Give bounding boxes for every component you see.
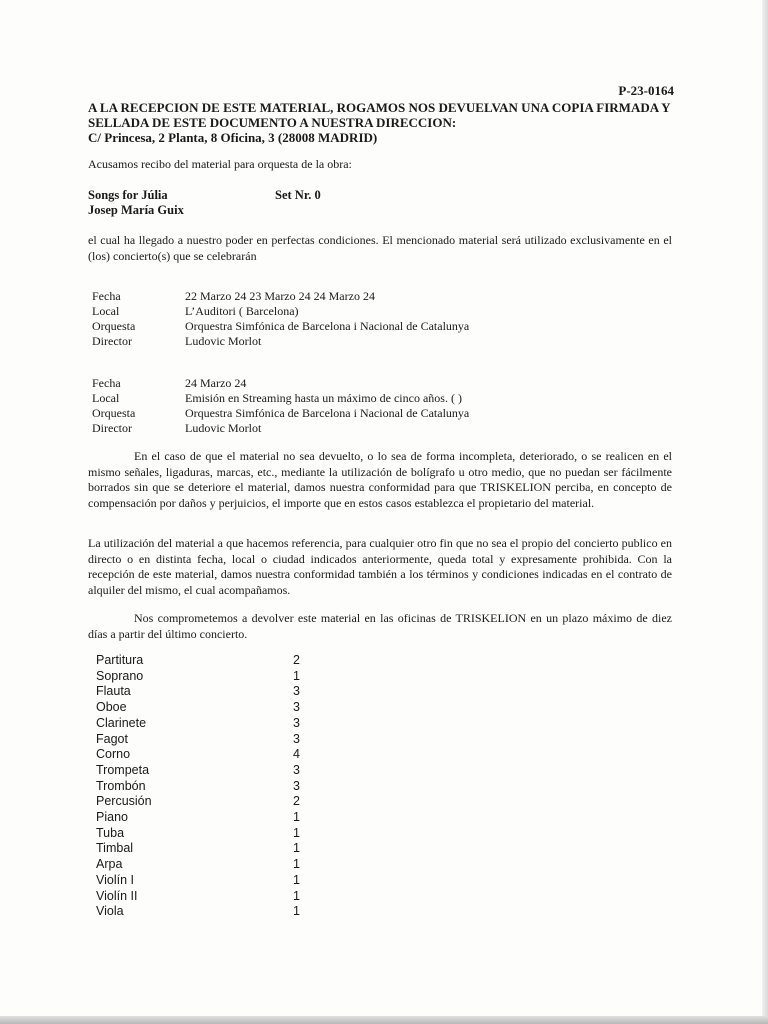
part-quantity: 1 <box>293 668 300 683</box>
concert-label: Director <box>92 334 132 348</box>
part-quantity: 3 <box>293 778 300 793</box>
concert-row-orquesta <box>92 406 469 421</box>
part-quantity: 3 <box>293 731 300 746</box>
instrument-parts-list <box>96 653 306 920</box>
instrument-name: Flauta <box>96 684 131 699</box>
part-quantity: 2 <box>293 653 300 667</box>
concert-label: Orquesta <box>92 406 136 420</box>
composer-name: Josep María Guix <box>88 203 184 217</box>
instrument-name: Partitura <box>96 653 144 667</box>
concert-value: L’Auditori ( Barcelona) <box>185 304 299 318</box>
list-item <box>96 763 306 779</box>
concert-details-2 <box>92 376 469 436</box>
concert-label: Local <box>92 391 120 405</box>
part-quantity: 1 <box>293 872 300 887</box>
instrument-name: Violín I <box>96 872 134 887</box>
part-quantity: 1 <box>293 888 300 903</box>
concert-value: Ludovic Morlot <box>185 421 262 435</box>
concert-row-orquesta <box>92 319 469 334</box>
concert-value: 22 Marzo 24 23 Marzo 24 24 Marzo 24 <box>185 289 375 303</box>
instrument-name: Arpa <box>96 857 123 872</box>
part-quantity: 4 <box>293 747 300 762</box>
instrument-name: Timbal <box>96 841 134 856</box>
concert-label: Fecha <box>92 376 121 390</box>
part-quantity: 3 <box>293 684 300 699</box>
list-item <box>96 700 306 716</box>
instrument-name: Trompeta <box>96 762 150 777</box>
instrument-name: Fagot <box>96 731 128 746</box>
part-quantity: 3 <box>293 715 300 730</box>
part-quantity: 1 <box>293 857 300 872</box>
part-quantity: 2 <box>293 794 300 809</box>
list-item <box>96 779 306 795</box>
instrument-name: Corno <box>96 747 131 762</box>
list-item <box>96 732 306 748</box>
concert-row-local <box>92 304 469 319</box>
list-item <box>96 653 306 669</box>
concert-label: Orquesta <box>92 319 136 333</box>
instrument-name: Clarinete <box>96 715 147 730</box>
return-instructions-heading <box>88 100 674 145</box>
work-title: Songs for Júlia <box>88 188 168 202</box>
usage-clause-paragraph: La utilización del material a que hacemos referencia, para cualquier otro fin que no sea el propio del concierto publico en directo o en distinta fecha, local o ciudad indicados anteriormente, queda total y expresamente prohibida. Con la recepción de este material, damos nuestra conformidad también a los términos y condiciones indicadas en el contrato de alquiler del mismo, el cual acompañamos. <box>88 536 672 597</box>
part-quantity: 1 <box>293 825 300 840</box>
concert-row-fecha <box>92 376 469 391</box>
concert-label: Local <box>92 304 120 318</box>
instrument-name: Viola <box>96 904 124 919</box>
concert-row-local <box>92 391 469 406</box>
list-item <box>96 684 306 700</box>
instrument-name: Trombón <box>96 778 146 793</box>
heading-line-3-address: C/ Princesa, 2 Planta, 8 Oficina, 3 (28008 MADRID) <box>88 130 378 145</box>
instrument-name: Oboe <box>96 700 127 715</box>
list-item <box>96 826 306 842</box>
concert-label: Fecha <box>92 289 121 303</box>
list-item <box>96 794 306 810</box>
concert-value: Orquestra Simfónica de Barcelona i Nacional de Catalunya <box>185 319 470 333</box>
concert-details-1 <box>92 289 469 349</box>
scan-edge-right <box>762 0 768 1024</box>
part-quantity: 1 <box>293 841 300 856</box>
instrument-name: Tuba <box>96 825 125 840</box>
damage-clause-paragraph: En el caso de que el material no sea devuelto, o lo sea de forma incompleta, deteriorado, o se realicen en el mismo señales, ligaduras, marcas, etc., mediante la utilización de bolígrafo u otro medio, que no puedan ser fácilmente borrados sin que se deteriore el material, damos nuestra conformidad para que TRISKELION perciba, en concepto de compensación por daños y perjuicios, el importe que en estos casos establezca el propietario del material. <box>88 449 672 510</box>
list-item <box>96 889 306 905</box>
intro-paragraph: Acusamos recibo del material para orquesta de la obra: <box>88 157 352 171</box>
list-item <box>96 747 306 763</box>
receipt-paragraph: el cual ha llegado a nuestro poder en perfectas condiciones. El mencionado material será utilizado exclusivamente en el (los) concierto(s) que se celebrarán <box>88 233 672 263</box>
instrument-name: Soprano <box>96 668 144 683</box>
concert-row-director <box>92 421 469 436</box>
part-quantity: 3 <box>293 762 300 777</box>
concert-label: Director <box>92 421 132 435</box>
part-quantity: 3 <box>293 700 300 715</box>
concert-value: 24 Marzo 24 <box>185 376 247 390</box>
concert-row-fecha <box>92 289 469 304</box>
concert-value: Emisión en Streaming hasta un máximo de cinco años. ( ) <box>185 391 462 405</box>
scan-edge-bottom <box>0 1016 768 1024</box>
heading-line-1: A LA RECEPCION DE ESTE MATERIAL, ROGAMOS NOS DEVUELVAN UNA COPIA FIRMADA Y <box>88 100 671 115</box>
list-item <box>96 873 306 889</box>
part-quantity: 1 <box>293 810 300 825</box>
return-commitment-paragraph: Nos comprometemos a devolver este material en las oficinas de TRISKELION en un plazo máximo de diez días a partir del último concierto. <box>88 611 672 641</box>
concert-value: Orquestra Simfónica de Barcelona i Nacional de Catalunya <box>185 406 470 420</box>
list-item <box>96 716 306 732</box>
instrument-name: Percusión <box>96 794 152 809</box>
reference-number: P-23-0164 <box>618 83 674 98</box>
list-item <box>96 904 306 920</box>
list-item <box>96 857 306 873</box>
instrument-name: Piano <box>96 810 128 825</box>
list-item <box>96 841 306 857</box>
part-quantity: 1 <box>293 904 300 919</box>
concert-value: Ludovic Morlot <box>185 334 262 348</box>
instrument-name: Violín II <box>96 888 138 903</box>
heading-line-2: SELLADA DE ESTE DOCUMENTO A NUESTRA DIRECCION: <box>88 115 457 130</box>
list-item <box>96 810 306 826</box>
set-number: Set Nr. 0 <box>275 188 321 202</box>
concert-row-director <box>92 334 469 349</box>
list-item <box>96 669 306 685</box>
